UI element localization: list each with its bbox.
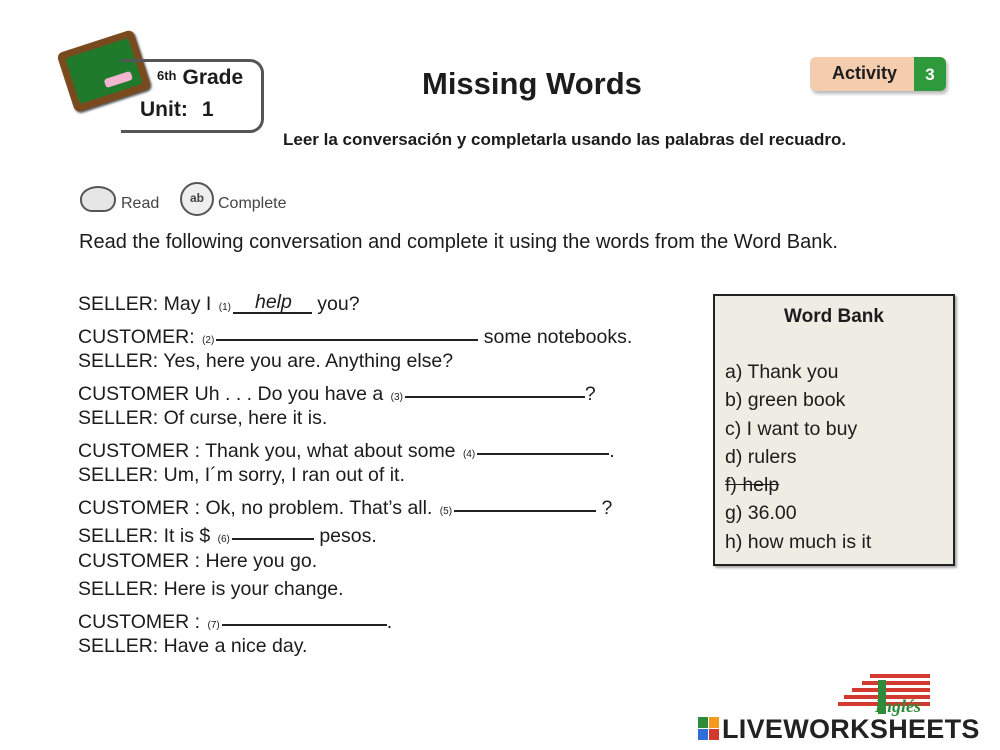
read-label: Read [121, 195, 160, 212]
unit-number: 1 [201, 98, 214, 121]
line-text-end: . [609, 439, 615, 462]
activity-label: Activity [832, 63, 898, 83]
line-text: SELLER: Here is your change. [78, 578, 344, 600]
dialog-line-3 [78, 347, 698, 376]
line-text-end: ? [601, 496, 613, 519]
line-text: SELLER: It is $ [78, 525, 211, 547]
dialog-line-5 [78, 404, 698, 433]
blank-number: (2) [202, 334, 215, 346]
complete-label: Complete [218, 195, 287, 212]
dialog-line-10 [78, 547, 698, 576]
word-bank [713, 294, 955, 566]
line-text: SELLER: Have a nice day. [78, 635, 308, 657]
answer-field-1[interactable]: help [233, 292, 312, 314]
line-text-end: ? [584, 382, 596, 405]
activity-number: 3 [914, 57, 946, 91]
answer-field-7[interactable] [222, 604, 387, 626]
answer-field-5[interactable] [454, 490, 596, 512]
unit-label [140, 98, 214, 122]
word-bank-item: d) rulers [725, 445, 797, 468]
blank-number: (1) [218, 302, 231, 313]
line-text-end: . [386, 610, 393, 633]
liveworksheets-logo[interactable]: LIVEWORKSHEETS [722, 714, 980, 744]
line-text: CUSTOMER: [78, 325, 195, 348]
word-bank-item: a) Thank you [725, 361, 839, 383]
line-text: SELLER: Yes, here you are. Anything else? [78, 350, 454, 372]
grade-label [157, 66, 243, 90]
line-text-end: some notebooks. [483, 325, 633, 348]
answer-field-3[interactable] [405, 376, 585, 398]
word-bank-list [725, 358, 871, 556]
english-instructions: Read the following conversation and complete it using the words from the Word Bank. [79, 231, 838, 253]
unit-word: Unit: [140, 98, 188, 121]
word-bank-item: h) how much is it [725, 530, 872, 553]
activity-badge [810, 57, 946, 91]
dialog-line-7 [78, 461, 698, 490]
line-text: SELLER: May I [78, 293, 212, 315]
dialog-line-8 [78, 490, 698, 519]
line-text-end: you? [317, 293, 360, 315]
word-bank-item: b) green book [725, 389, 846, 412]
conversation [78, 290, 698, 661]
answer-field-2[interactable] [216, 319, 478, 341]
page-title: Missing Words [422, 66, 642, 101]
grade-number: 6th [157, 68, 177, 83]
line-text: CUSTOMER : Thank you, what about some [78, 439, 456, 462]
word-bank-item: c) I want to buy [725, 417, 858, 440]
book-icon [80, 186, 116, 212]
dialog-line-12 [78, 604, 698, 633]
dialog-line-6 [78, 433, 698, 462]
line-text-end: pesos. [319, 525, 377, 547]
line-text: SELLER: Of curse, here it is. [78, 407, 328, 429]
dialog-line-11 [78, 575, 698, 604]
ingles-logo-icon [838, 672, 938, 720]
ab-writing-icon: ab [180, 182, 214, 216]
word-bank-title: Word Bank [784, 306, 884, 327]
line-text: SELLER: Um, I´m sorry, I ran out of it. [78, 464, 405, 486]
answer-field-4[interactable] [477, 433, 609, 455]
word-bank-item-used: f) help [725, 474, 780, 497]
liveworksheets-squares-icon [698, 717, 720, 741]
answer-field-6[interactable] [232, 518, 314, 540]
grade-unit-badge [64, 40, 274, 135]
blank-number: (6) [217, 534, 230, 545]
word-bank-item: g) 36.00 [725, 502, 797, 525]
dialog-line-2 [78, 319, 698, 348]
line-text: CUSTOMER : [78, 610, 201, 633]
line-text: CUSTOMER Uh . . . Do you have a [78, 382, 384, 405]
dialog-line-1 [78, 290, 698, 319]
blank-number: (5) [439, 505, 453, 517]
spanish-instructions: Leer la conversación y completarla usando las palabras del recuadro. [283, 130, 847, 149]
logo-mark-text: Inglés [874, 696, 922, 716]
blank-number: (4) [462, 448, 476, 460]
grade-word: Grade [182, 66, 244, 89]
line-text: CUSTOMER : Ok, no problem. That’s all. [78, 496, 433, 519]
dialog-line-13 [78, 632, 698, 661]
blank-number: (3) [390, 391, 403, 403]
line-text: CUSTOMER : Here you go. [78, 549, 318, 572]
blank-number: (7) [207, 619, 220, 631]
dialog-line-9 [78, 518, 698, 547]
dialog-line-4 [78, 376, 698, 405]
